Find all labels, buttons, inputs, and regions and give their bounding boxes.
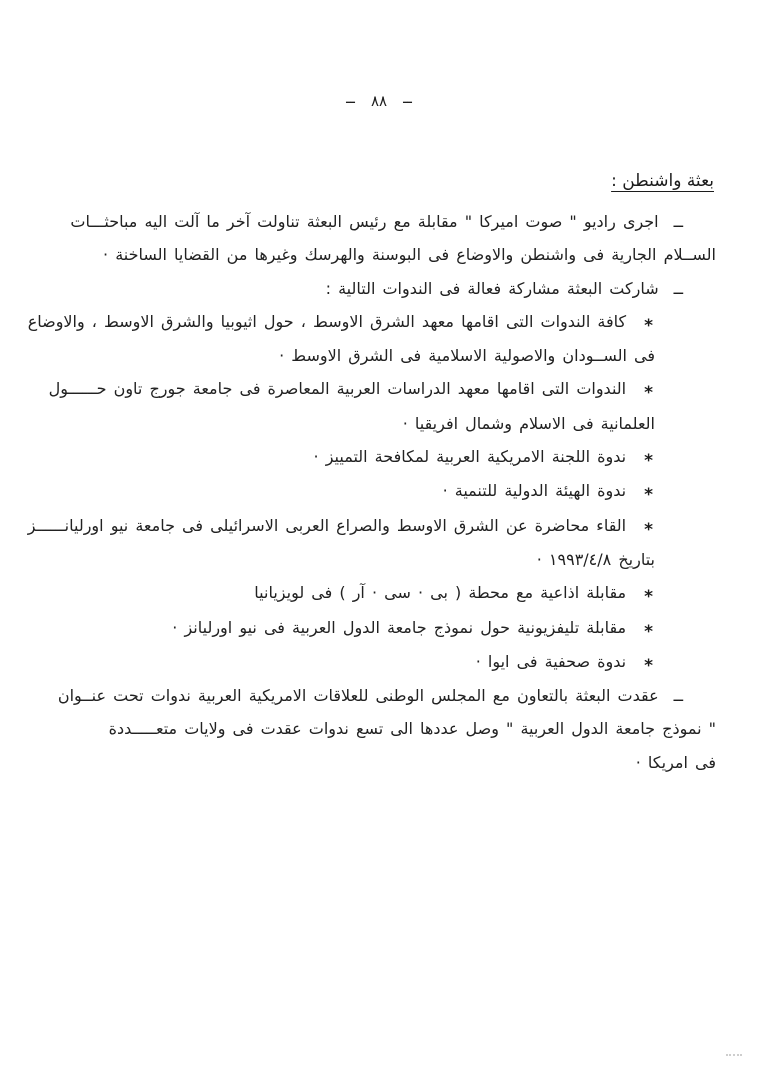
- text-line: [38, 576, 716, 610]
- line-text: كافة الندوات التى اقامها معهد الشرق الاوسط ، حول اثيوبيا والشرق الاوسط ، والاوضاع: [27, 311, 627, 331]
- bullet-star-icon: *: [644, 519, 653, 540]
- text-line: [38, 238, 716, 271]
- section-heading: بعثة واشنطن :: [611, 171, 714, 191]
- bullet-dash-icon: ــ: [673, 212, 683, 231]
- bullet-dash-icon: ــ: [673, 278, 683, 298]
- line-text: بتاريخ ١٩٩٣/٤/٨ ·: [536, 549, 655, 569]
- line-text: الســلام الجارية فى واشنطن والاوضاع فى البوسنة والهرسك وغيرها من القضايا الساخنة ·: [103, 245, 716, 265]
- line-text: ندوة الهيئة الدولية للتنمية ·: [442, 481, 627, 501]
- text-line: [38, 372, 716, 406]
- text-line: [38, 272, 716, 305]
- bullet-star-icon: *: [644, 621, 653, 642]
- line-text: مقابلة اذاعية مع محطة ( بى · سى · آر ) فى لويزيانيا: [254, 583, 627, 603]
- text-line: [38, 407, 716, 440]
- line-text: " نموذج جامعة الدول العربية " وصل عددها الى تسع ندوات عقدت فى ولايات متعـــــددة: [108, 719, 716, 739]
- text-line: [38, 712, 716, 745]
- text-line: [38, 679, 716, 712]
- line-text: الندوات التى اقامها معهد الدراسات العربية المعاصرة فى جامعة جورج تاون حــــــول: [48, 379, 627, 399]
- line-text: فى امريكا ·: [635, 752, 716, 772]
- page-number-dash-left: ــ: [346, 89, 355, 107]
- bullet-star-icon: *: [644, 587, 653, 608]
- bullet-star-icon: *: [644, 485, 653, 506]
- line-text: عقدت البعثة بالتعاون مع المجلس الوطنى للعلاقات الامريكية العربية ندوات تحت عنــوان: [57, 686, 659, 706]
- bullet-star-icon: *: [644, 315, 653, 336]
- page-number-value: ٨٨: [370, 92, 388, 110]
- text-line: [38, 543, 716, 576]
- text-line: [27, 305, 716, 339]
- text-line: [38, 611, 716, 645]
- text-line: [38, 205, 716, 238]
- text-line: [38, 474, 716, 508]
- scan-artifact: [726, 1054, 742, 1056]
- text-line: [38, 339, 716, 372]
- bullet-star-icon: *: [644, 383, 653, 404]
- line-text: القاء محاضرة عن الشرق الاوسط والصراع العربى الاسرائيلى فى جامعة نيو اورليانــــــز: [27, 515, 627, 535]
- bullet-star-icon: *: [644, 655, 653, 676]
- text-line: [38, 440, 716, 474]
- page-number: [0, 89, 758, 110]
- bullet-star-icon: *: [644, 451, 653, 472]
- page-number-dash-right: ــ: [403, 89, 412, 107]
- line-text: العلمانية فى الاسلام وشمال افريقيا ·: [402, 413, 655, 433]
- document-body: [27, 205, 716, 779]
- line-text: فى الســودان والاصولية الاسلامية فى الشرق الاوسط ·: [279, 346, 655, 366]
- text-line: [27, 509, 716, 543]
- line-text: ندوة صحفية فى ايوا ·: [475, 651, 627, 671]
- bullet-dash-icon: ــ: [673, 686, 683, 706]
- line-text: ندوة اللجنة الامريكية العربية لمكافحة التمييز ·: [313, 447, 627, 467]
- line-text: اجرى راديو " صوت اميركا " مقابلة مع رئيس البعثة تناولت آخر ما آلت اليه مباحثـــات: [70, 212, 659, 231]
- line-text: مقابلة تليفزيونية حول نموذج جامعة الدول العربية فى نيو اورليانز ·: [172, 617, 627, 637]
- text-line: [38, 645, 716, 679]
- line-text: شاركت البعثة مشاركة فعالة فى الندوات التالية :: [325, 278, 659, 298]
- text-line: [38, 746, 716, 779]
